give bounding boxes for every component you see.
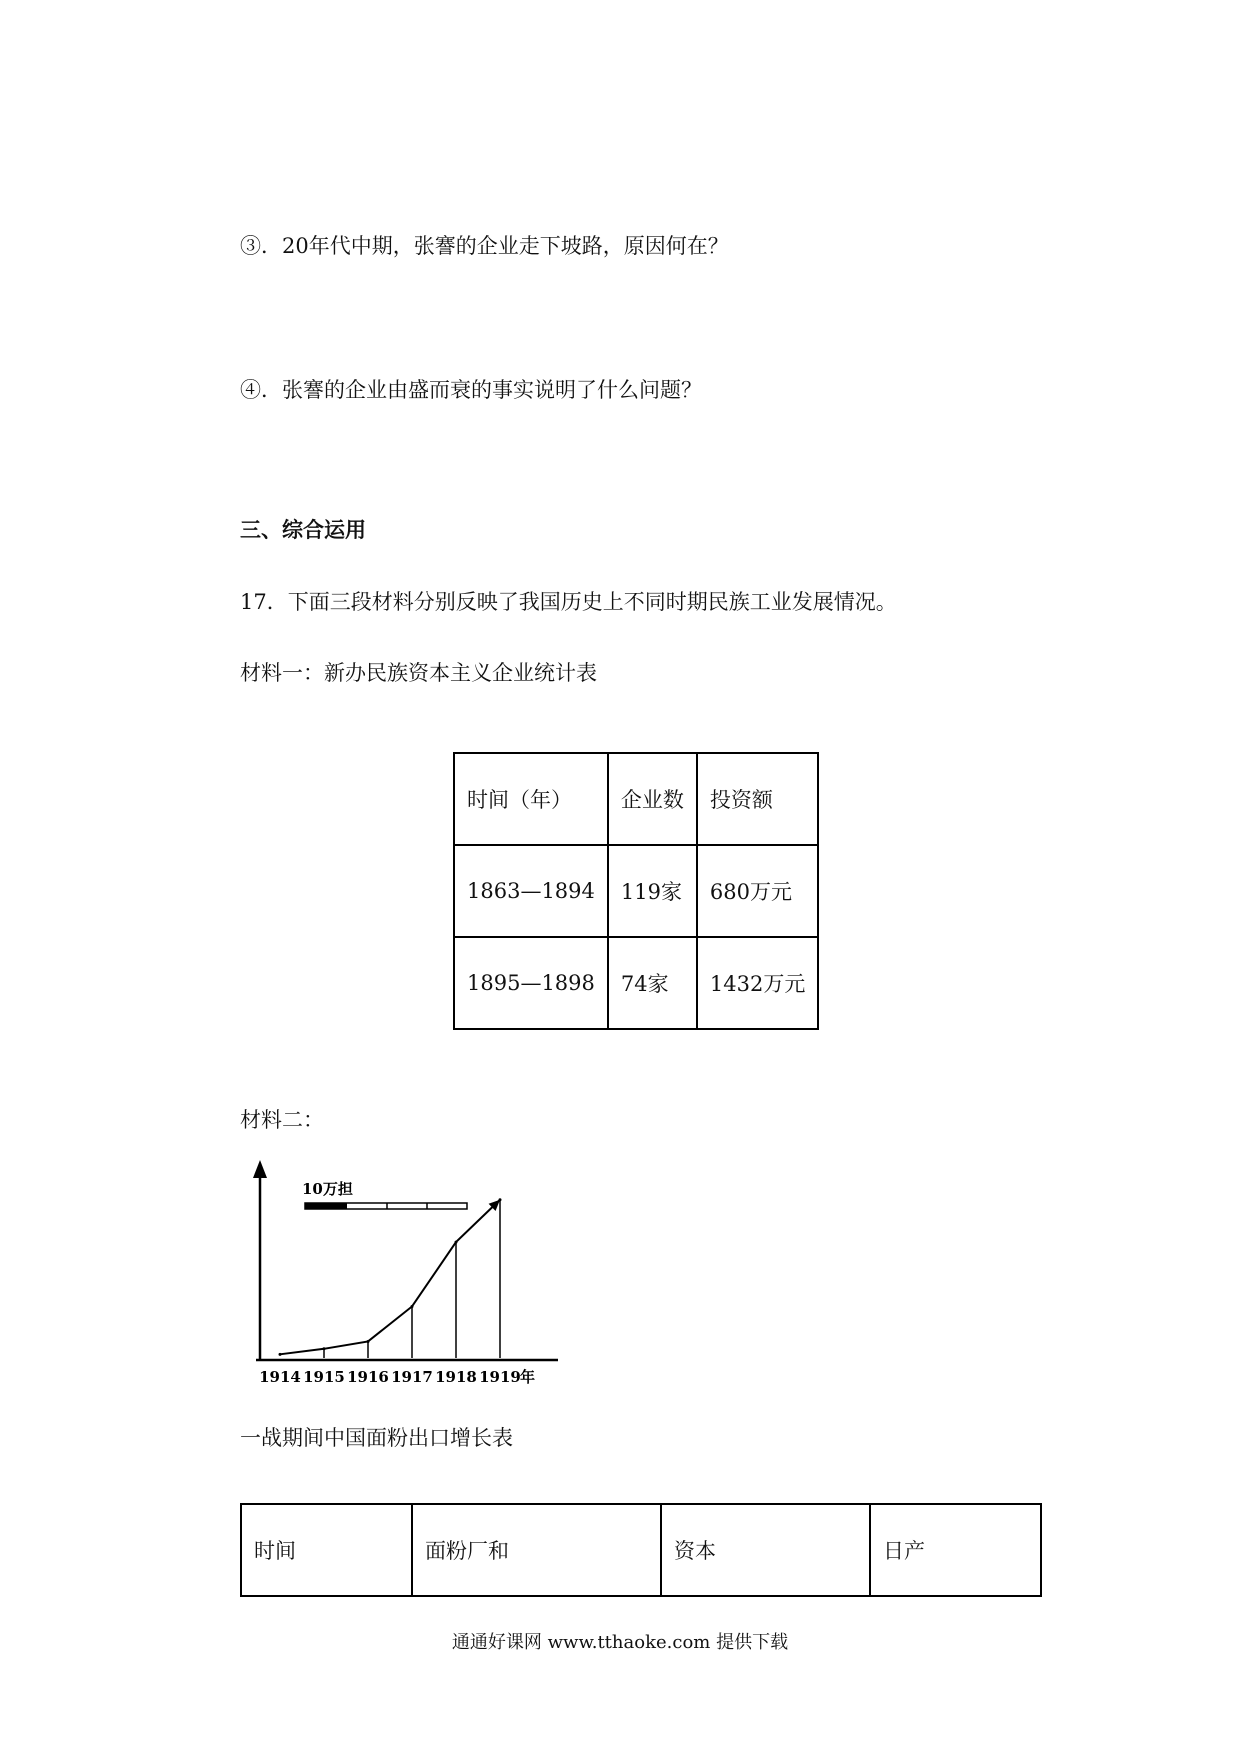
x-tick-label: 1914 xyxy=(259,1368,301,1386)
x-tick-label: 1915 xyxy=(303,1368,345,1386)
question-3: ③．20年代中期，张謇的企业走下坡路，原因何在？ xyxy=(240,234,729,258)
x-axis-unit: 年 xyxy=(520,1368,536,1386)
table-header-cell: 面粉厂和 xyxy=(412,1504,661,1596)
series-line xyxy=(280,1200,500,1355)
scale-bar-label: 10万担 xyxy=(302,1180,353,1198)
x-tick-label: 1919 xyxy=(479,1368,521,1386)
data-point xyxy=(455,1241,458,1244)
table-cell: 1432万元 xyxy=(697,937,818,1029)
table-header-row xyxy=(241,1504,1041,1596)
y-axis-arrow xyxy=(253,1160,267,1178)
chart-axes xyxy=(253,1160,558,1360)
data-point xyxy=(279,1353,282,1356)
enterprise-stats-table xyxy=(453,752,819,1030)
table-cell: 119家 xyxy=(608,845,697,937)
footer-text: 通通好课网 www.tthaoke.com 提供下载 xyxy=(451,1632,789,1653)
material-1-title: 材料一：新办民族资本主义企业统计表 xyxy=(240,661,597,685)
table-cell: 74家 xyxy=(608,937,697,1029)
x-tick-label: 1916 xyxy=(347,1368,389,1386)
table-header-cell: 日产 xyxy=(870,1504,1041,1596)
x-tick-label: 1917 xyxy=(391,1368,433,1386)
flour-export-chart xyxy=(240,1160,580,1390)
table-header-cell: 时间（年） xyxy=(454,753,608,845)
chart-caption: 一战期间中国面粉出口增长表 xyxy=(240,1426,513,1450)
question-17-stem: 17．下面三段材料分别反映了我国历史上不同时期民族工业发展情况。 xyxy=(240,590,897,614)
section-title: 三、综合运用 xyxy=(240,518,366,542)
table-header-cell: 企业数 xyxy=(608,753,697,845)
table-header-row xyxy=(454,753,818,845)
data-point xyxy=(499,1198,502,1201)
table-cell: 1895—1898 xyxy=(454,937,608,1029)
table-row xyxy=(454,845,818,937)
flour-mill-table xyxy=(240,1503,1042,1597)
scale-bar-filled xyxy=(305,1203,347,1209)
table-header-cell: 时间 xyxy=(241,1504,412,1596)
table-header-cell: 资本 xyxy=(661,1504,870,1596)
data-point xyxy=(367,1340,370,1343)
scale-bar xyxy=(302,1180,467,1209)
table-row xyxy=(454,937,818,1029)
material-2-title: 材料二： xyxy=(240,1108,324,1132)
x-tick-label: 1918 xyxy=(435,1368,477,1386)
table-cell: 1863—1894 xyxy=(454,845,608,937)
table-header-cell: 投资额 xyxy=(697,753,818,845)
question-4: ④．张謇的企业由盛而衰的事实说明了什么问题？ xyxy=(240,378,702,402)
table-cell: 680万元 xyxy=(697,845,818,937)
data-point xyxy=(323,1347,326,1350)
data-point xyxy=(411,1305,414,1308)
